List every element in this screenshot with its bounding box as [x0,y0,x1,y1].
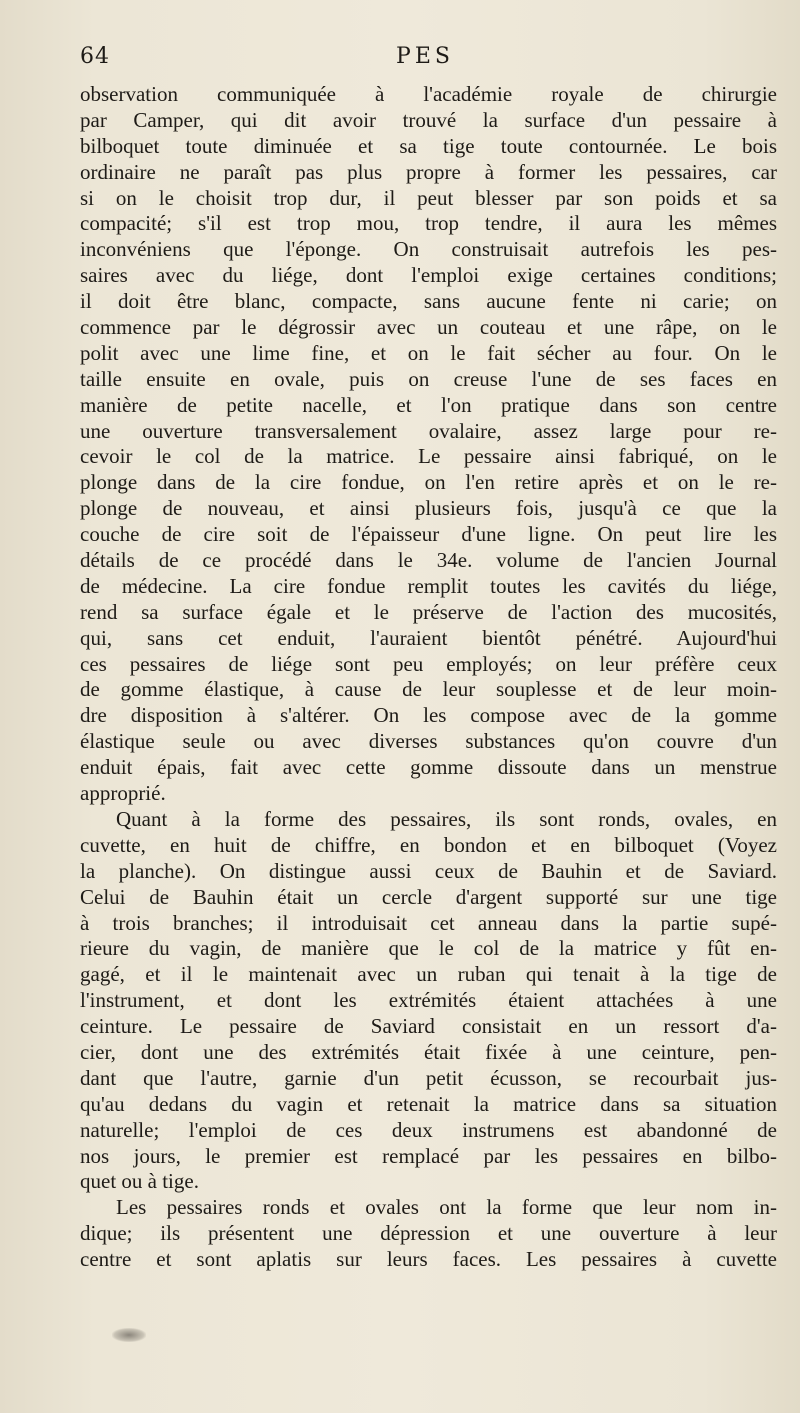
text-line: rieure du vagin, de manière que le col de la matrice y fût en- [80,936,777,961]
text-line: par Camper, qui dit avoir trouvé la surface d'un pessaire à [80,107,777,132]
text-line: approprié. [80,781,166,806]
body-text [80,82,777,1273]
text-line: de gomme élastique, à cause de leur souplesse et de leur moin- [80,677,777,702]
text-line: dre disposition à s'altérer. On les compose avec de la gomme [80,703,777,728]
text-line: dant que l'autre, garnie d'un petit écusson, se recourbait jus- [80,1065,777,1090]
text-line: taille ensuite en ovale, puis on creuse l'une de ses faces en [80,366,777,391]
text-line: cevoir le col de la matrice. Le pessaire ainsi fabriqué, on le [80,444,777,469]
text-line: rend sa surface égale et le préserve de l'action des mucosités, [80,599,777,624]
text-line: inconvéniens que l'éponge. On construisait autrefois les pes- [80,237,777,262]
text-line: bilboquet toute diminuée et sa tige toute contournée. Le bois [80,133,777,158]
text-line: il doit être blanc, compacte, sans aucune fente ni carie; on [80,289,777,314]
text-line: gagé, et il le maintenait avec un ruban qui tenait à la tige de [80,962,777,987]
text-line: cuvette, en huit de chiffre, en bondon et en bilboquet (Voyez [80,832,777,857]
text-line: nos jours, le premier est remplacé par les pessaires en bilbo- [80,1143,777,1168]
text-line: polit avec une lime fine, et on le fait sécher au four. On le [80,340,777,365]
text-line: élastique seule ou avec diverses substances qu'on couvre d'un [80,729,777,754]
text-line: compacité; s'il est trop mou, trop tendre, il aura les mêmes [80,211,777,236]
text-line: ordinaire ne paraît pas plus propre à former les pessaires, car [80,159,777,184]
text-line: couche de cire soit de l'épaisseur d'une ligne. On peut lire les [80,522,777,547]
text-line: ceinture. Le pessaire de Saviard consistait en un ressort d'a- [80,1014,777,1039]
text-line: détails de ce procédé dans le 34e. volume de l'ancien Journal [80,548,777,573]
text-line: manière de petite nacelle, et l'on pratique dans son centre [80,392,777,417]
text-line: Celui de Bauhin était un cercle d'argent supporté sur une tige [80,884,777,909]
text-line: enduit épais, fait avec cette gomme dissoute dans un menstrue [80,755,777,780]
text-line: commence par le dégrossir avec un couteau et une râpe, on le [80,315,777,340]
running-head: PES [396,44,454,69]
text-line: plonge de nouveau, et ainsi plusieurs fois, jusqu'à ce que la [80,496,777,521]
text-line: qui, sans cet enduit, l'auraient bientôt pénétré. Aujourd'hui [80,625,777,650]
text-line: à trois branches; il introduisait cet anneau dans la partie supé- [80,910,777,935]
text-line: naturelle; l'emploi de ces deux instrumens est abandonné de [80,1117,777,1142]
text-line: Les pessaires ronds et ovales ont la forme que leur nom in- [116,1195,777,1220]
page-number: 64 [80,44,110,69]
text-line: ces pessaires de liége sont peu employés; on leur préfère ceux [80,651,777,676]
text-line: qu'au dedans du vagin et retenait la matrice dans sa situation [80,1091,777,1116]
text-line: saires avec du liége, dont l'emploi exige certaines conditions; [80,263,777,288]
text-line: Quant à la forme des pessaires, ils sont ronds, ovales, en [116,806,777,831]
text-line: plonge dans de la cire fondue, on l'en retire après et on le re- [80,470,777,495]
page-header [80,44,770,76]
text-line: de médecine. La cire fondue remplit toutes les cavités du liége, [80,573,777,598]
text-line: cier, dont une des extrémités était fixée à une ceinture, pen- [80,1039,777,1064]
text-line: centre et sont aplatis sur leurs faces. Les pessaires à cuvette [80,1247,777,1272]
text-line: dique; ils présentent une dépression et une ouverture à leur [80,1221,777,1246]
text-line: une ouverture transversalement ovalaire, assez large pour re- [80,418,777,443]
text-line: si on le choisit trop dur, il peut blesser par son poids et sa [80,185,777,210]
text-line: l'instrument, et dont les extrémités étaient attachées à une [80,988,777,1013]
ink-smudge [112,1328,146,1342]
text-line: quet ou à tige. [80,1169,199,1194]
text-line: observation communiquée à l'académie royale de chirurgie [80,82,777,106]
text-line: la planche). On distingue aussi ceux de Bauhin et de Saviard. [80,858,777,883]
